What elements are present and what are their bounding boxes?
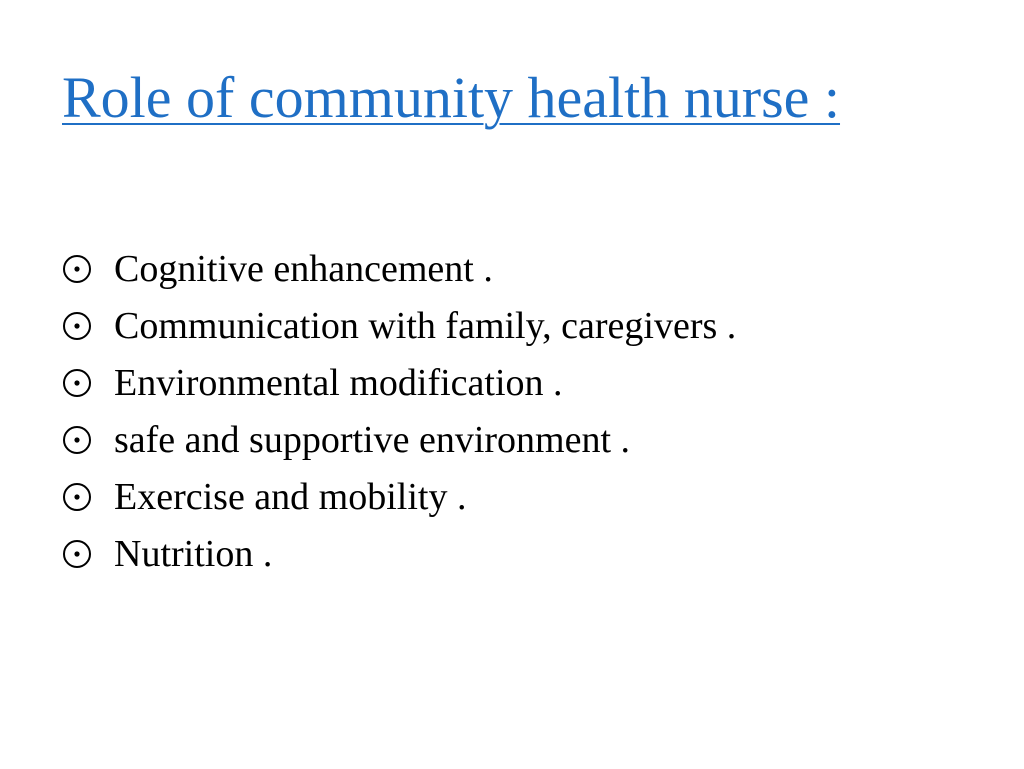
- circled-dot-icon: [62, 482, 92, 512]
- circled-dot-icon: [62, 311, 92, 341]
- list-item-label: Cognitive enhancement .: [114, 247, 493, 290]
- list-item: [62, 468, 736, 525]
- list-item: [62, 240, 736, 297]
- list-item-label: Exercise and mobility .: [114, 475, 467, 518]
- circled-dot-icon: [62, 254, 92, 284]
- list-item: [62, 525, 736, 582]
- bullet-list: [62, 240, 736, 582]
- list-item-label: Communication with family, caregivers .: [114, 304, 737, 347]
- slide-title: Role of community health nurse :: [62, 65, 841, 130]
- list-item: [62, 297, 736, 354]
- circled-dot-icon: [62, 539, 92, 569]
- list-item-label: Nutrition .: [114, 532, 273, 575]
- list-item-label: safe and supportive environment .: [114, 418, 631, 461]
- list-item: [62, 354, 736, 411]
- list-item-label: Environmental modification .: [114, 361, 563, 404]
- circled-dot-icon: [62, 425, 92, 455]
- circled-dot-icon: [62, 368, 92, 398]
- list-item: [62, 411, 736, 468]
